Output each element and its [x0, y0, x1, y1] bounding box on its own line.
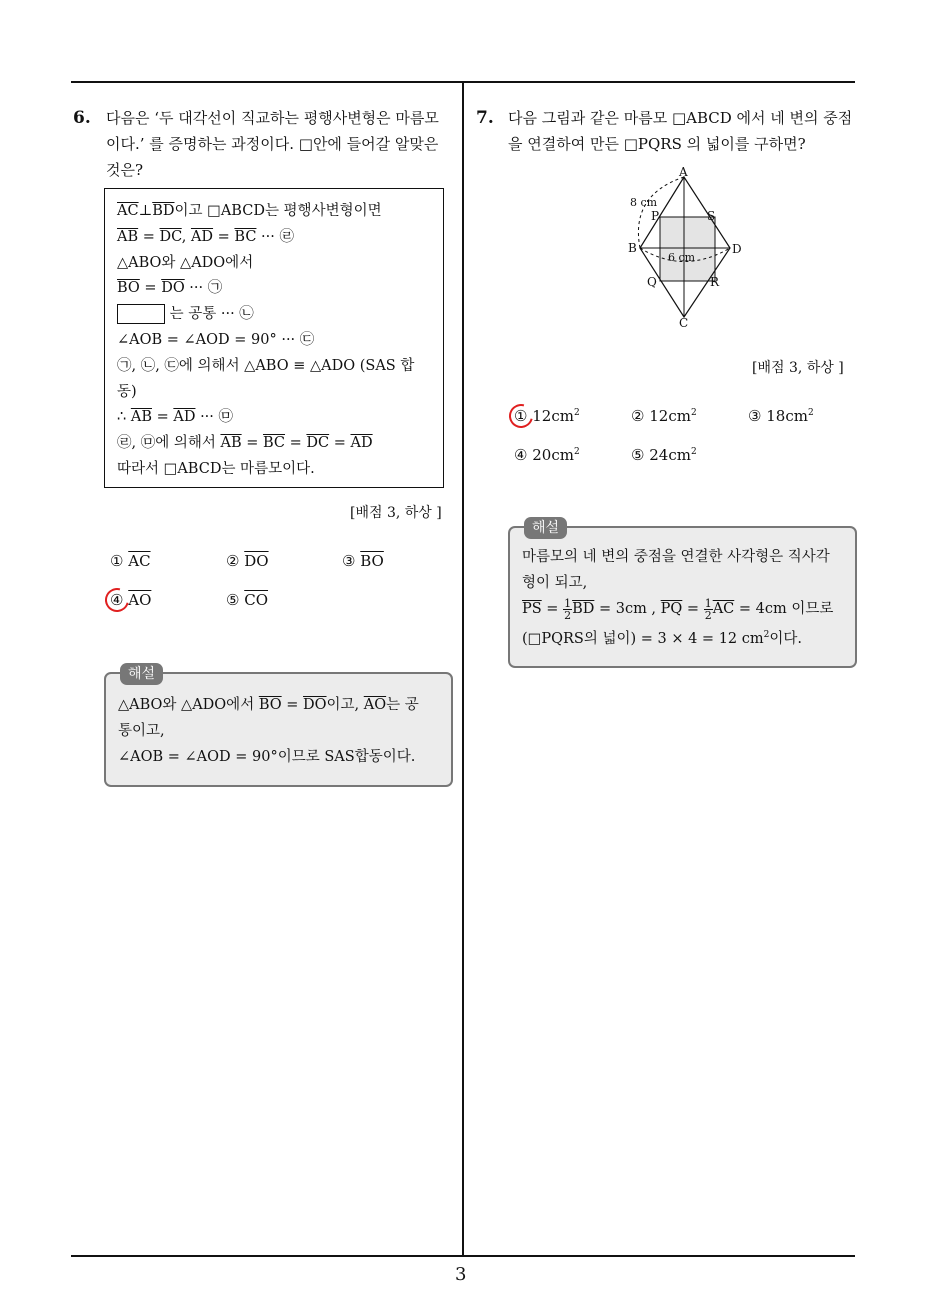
q7-text-line1: 다음 그림과 같은 마름모 □ABCD 에서 네 변의 중점: [508, 109, 853, 127]
proof-line-3: △ABO와 △ADO에서: [117, 254, 254, 271]
proof-line-2: $\overline{AB} = \overline{DC}$, $\overline{AD} = \overline{BC}$ ··· ㉣: [117, 228, 294, 245]
q6-number: 6.: [73, 108, 91, 128]
q6-solution-line-1: △ABO와 △ADO에서 $\overline{BO} = \overline{DO}$이고, $\overline{AO}$는 공: [118, 697, 419, 713]
q7-solution-line-1: 마름모의 네 변의 중점을 연결한 사각형은 직사각: [522, 549, 830, 565]
q7-question-text: [508, 105, 852, 157]
proof-line-4: $\overline{BO} = \overline{DO}$ ··· ㉠: [117, 280, 223, 297]
label-b: B: [628, 241, 637, 255]
proof-line-7: ㉠, ㉡, ㉢에 의해서 △ABO ≡ △ADO (SAS 합: [117, 357, 415, 374]
q6-choice-2[interactable]: ② $\overline{DO}$: [226, 552, 269, 570]
label-d: D: [732, 242, 742, 256]
q7-answer-mark: [505, 400, 538, 433]
label-a: A: [679, 165, 688, 179]
q6-solution-line-2: 통이고,: [118, 723, 165, 739]
q6-points: [배점 3, 하상 ]: [350, 505, 442, 521]
q6-answer-mark: [101, 584, 134, 617]
q7-solution-line-2: 형이 되고,: [522, 575, 588, 591]
pqrs-rectangle: [660, 217, 715, 281]
proof-line-11: 따라서 □ABCD는 마름모이다.: [117, 460, 315, 477]
proof-line-8: 동): [117, 383, 137, 400]
q7-choice-3[interactable]: ③ $18cm^2$: [748, 407, 814, 425]
q6-solution-body: [118, 692, 419, 770]
q6-choice-5[interactable]: ⑤ $\overline{CO}$: [226, 591, 269, 609]
proof-line-6: ∠AOB = ∠AOD = 90° ··· ㉢: [117, 331, 315, 348]
q7-choice-2[interactable]: ② $12cm^2$: [631, 407, 697, 425]
q7-solution-tag: 해설: [524, 517, 567, 539]
q7-choice-4[interactable]: ④ $20cm^2$: [514, 446, 580, 464]
q6-text-line3: 것은?: [106, 161, 144, 179]
diagonal-length-label: 6 cm: [668, 251, 696, 264]
q7-solution-box: [508, 520, 857, 668]
q7-number: 7.: [476, 108, 494, 128]
q7-points: [배점 3, 하상 ]: [752, 360, 844, 376]
proof-line-10: ㉣, ㉤에 의해서 $\overline{AB} = \overline{BC} = \overline{DC} = \overline{AD}$: [117, 435, 373, 452]
label-s: S: [707, 209, 716, 223]
q6-solution-box: [104, 666, 453, 787]
fraction-half-1: $\frac{1}{2}$: [564, 596, 572, 622]
bottom-rule: [71, 1255, 855, 1257]
side-length-label: 8 cm: [630, 196, 658, 209]
q6-choice-3[interactable]: ③ $\overline{BO}$: [342, 552, 384, 570]
q6-solution-tag: 해설: [120, 663, 163, 685]
q7-choice-5[interactable]: ⑤ $24cm^2$: [631, 446, 697, 464]
label-q: Q: [647, 275, 657, 289]
q7-text-line2: 을 연결하여 만든 □PQRS 의 넓이를 구하면?: [508, 135, 806, 153]
q6-text-line2: 이다.’ 를 증명하는 과정이다. □안에 들어갈 알맞은: [106, 135, 439, 153]
q7-solution-line-3: $\overline{PS}$ = $\frac{1}{2}$ $\overline{BD} = 3cm$ , $\overline{PQ}$ = $\frac{1}{2}$ $\overline{AC} = 4cm$ 이므로: [522, 596, 834, 622]
q7-choice-1[interactable]: ① $12cm^2$: [514, 407, 580, 425]
q6-text-line1: 다음은 ‘두 대각선이 직교하는 평행사변형은 마름모: [106, 109, 439, 127]
label-r: R: [710, 275, 720, 289]
q7-solution-body: [522, 544, 833, 652]
label-p: P: [651, 209, 660, 223]
q6-choice-4[interactable]: ④ $\overline{AO}$: [110, 591, 152, 609]
q7-rhombus-figure: [620, 165, 750, 330]
label-c: C: [679, 316, 689, 330]
page-number: 3: [455, 1264, 467, 1285]
column-divider: [462, 81, 464, 1257]
q6-choice-1[interactable]: ① $\overline{AC}$: [110, 552, 151, 570]
q6-proof-box: [104, 188, 444, 488]
q6-solution-line-3: ∠AOB = ∠AOD = 90°이므로 SAS합동이다.: [118, 749, 416, 765]
proof-line-1: $\overline{AC}\perp\overline{BD}$이고 □ABCD는 평행사변형이면: [117, 203, 382, 219]
q7-solution-line-4: (□PQRS의 넓이) = 3 × 4 = 12 $cm^2$이다.: [522, 630, 802, 647]
fraction-half-2: $\frac{1}{2}$: [704, 596, 712, 622]
proof-line-9: ∴ $\overline{AB} = \overline{AD}$ ··· ㉤: [117, 409, 234, 426]
q6-question-text: [106, 105, 439, 183]
proof-line-5: 는 공통 ··· ㉡: [117, 302, 431, 328]
answer-blank-box: [117, 304, 165, 324]
